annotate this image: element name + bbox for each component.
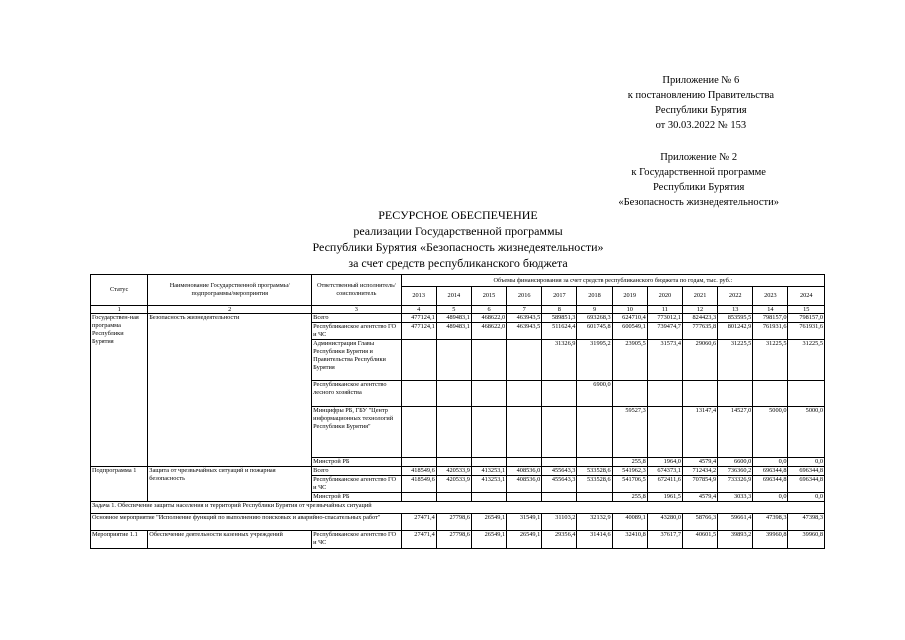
value-cell: 672411,6 — [647, 476, 682, 493]
value-cell — [577, 407, 612, 458]
header-status: Статус — [91, 275, 148, 306]
value-cell: 455643,3 — [542, 467, 577, 476]
table-header-row — [91, 275, 825, 287]
value-cell: 420533,9 — [436, 467, 471, 476]
value-cell: 413253,1 — [471, 476, 506, 493]
value-cell: 37617,7 — [647, 531, 682, 549]
column-index: 2 — [148, 306, 312, 314]
value-cell: 31549,1 — [507, 514, 542, 531]
appendix-6-header — [628, 73, 774, 133]
value-cell: 693268,3 — [577, 314, 612, 323]
value-cell: 3033,3 — [718, 493, 753, 502]
value-cell: 853595,5 — [718, 314, 753, 323]
value-cell: 6600,0 — [718, 458, 753, 467]
header-year: 2017 — [542, 287, 577, 306]
value-cell: 463943,5 — [507, 323, 542, 340]
value-cell: 489483,1 — [436, 314, 471, 323]
value-cell: 736360,2 — [718, 467, 753, 476]
header-year: 2024 — [788, 287, 825, 306]
value-cell: 589851,3 — [542, 314, 577, 323]
value-cell: 31225,5 — [753, 340, 788, 381]
value-cell: 23905,5 — [612, 340, 647, 381]
column-index: 6 — [471, 306, 506, 314]
value-cell: 418549,6 — [401, 467, 436, 476]
table-index-row — [91, 306, 825, 314]
value-cell — [436, 458, 471, 467]
value-cell: 255,8 — [612, 458, 647, 467]
value-cell: 696344,8 — [788, 467, 825, 476]
value-cell: 674373,1 — [647, 467, 682, 476]
value-cell: 31414,6 — [577, 531, 612, 549]
value-cell: 5000,0 — [788, 407, 825, 458]
value-cell: 29060,6 — [682, 340, 717, 381]
column-index: 5 — [436, 306, 471, 314]
value-cell: 824423,3 — [682, 314, 717, 323]
header-year: 2016 — [507, 287, 542, 306]
appendix-line: к Государственной программе — [631, 167, 766, 178]
table-row — [91, 467, 825, 476]
column-index: 10 — [612, 306, 647, 314]
value-cell: 26549,1 — [471, 514, 506, 531]
row-executor: Республиканское агентство ГО и ЧС — [312, 531, 401, 549]
appendix-line: Приложение № 2 — [660, 152, 738, 163]
header-year: 2022 — [718, 287, 753, 306]
value-cell: 27471,4 — [401, 531, 436, 549]
value-cell: 477124,1 — [401, 323, 436, 340]
row-name: Безопасность жизнедеятельности — [148, 314, 312, 467]
value-cell: 59527,3 — [612, 407, 647, 458]
table-body — [91, 275, 825, 549]
value-cell: 408536,0 — [507, 476, 542, 493]
value-cell: 601745,8 — [577, 323, 612, 340]
value-cell: 777635,8 — [682, 323, 717, 340]
title-line: РЕСУРСНОЕ ОБЕСПЕЧЕНИЕ — [378, 208, 538, 222]
value-cell — [471, 407, 506, 458]
value-cell: 420533,9 — [436, 476, 471, 493]
value-cell: 39960,8 — [753, 531, 788, 549]
value-cell: 27798,6 — [436, 514, 471, 531]
value-cell: 31995,2 — [577, 340, 612, 381]
row-executor: Республиканское агентство ГО и ЧС — [312, 476, 401, 493]
value-cell: 468622,0 — [471, 323, 506, 340]
value-cell: 600549,1 — [612, 323, 647, 340]
column-index: 12 — [682, 306, 717, 314]
value-cell — [647, 381, 682, 407]
value-cell: 27798,6 — [436, 531, 471, 549]
appendix-line: к постановлению Правительства — [627, 90, 774, 101]
value-cell: 761931,6 — [753, 323, 788, 340]
row-executor: Минцифры РБ, ГБУ "Центр информационных технологий Республики Бурятия" — [312, 407, 401, 458]
value-cell: 773012,1 — [647, 314, 682, 323]
row-executor: Республиканское агентство ГО и ЧС — [312, 323, 401, 340]
value-cell — [753, 381, 788, 407]
value-cell — [471, 340, 506, 381]
value-cell — [401, 458, 436, 467]
value-cell: 739474,7 — [647, 323, 682, 340]
value-cell: 696344,8 — [788, 476, 825, 493]
row-status: Мероприятие 1.1 — [91, 531, 148, 549]
value-cell: 32132,9 — [577, 514, 612, 531]
value-cell: 624710,4 — [612, 314, 647, 323]
value-cell: 0,0 — [788, 458, 825, 467]
main-event-row — [91, 514, 825, 531]
value-cell: 541706,5 — [612, 476, 647, 493]
value-cell: 0,0 — [753, 493, 788, 502]
value-cell: 477124,1 — [401, 314, 436, 323]
value-cell — [542, 407, 577, 458]
title-line: Республики Бурятия «Безопасность жизнедеятельности» — [312, 240, 604, 254]
value-cell: 31573,4 — [647, 340, 682, 381]
value-cell — [682, 381, 717, 407]
value-cell: 47398,3 — [788, 514, 825, 531]
value-cell: 798157,0 — [753, 314, 788, 323]
row-executor: Республиканское агентство лесного хозяйства — [312, 381, 401, 407]
value-cell — [612, 381, 647, 407]
value-cell — [788, 381, 825, 407]
row-executor: Всего — [312, 314, 401, 323]
header-year: 2015 — [471, 287, 506, 306]
value-cell: 801242,9 — [718, 323, 753, 340]
task-row — [91, 502, 825, 514]
value-cell: 511624,4 — [542, 323, 577, 340]
value-cell — [401, 407, 436, 458]
value-cell — [647, 407, 682, 458]
row-executor: Администрация Главы Республики Бурятия и Правительства Республики Бурятия — [312, 340, 401, 381]
value-cell — [718, 381, 753, 407]
header-name: Наименование Государственной программы/подпрограммы/мероприятия — [148, 275, 312, 306]
value-cell: 31326,9 — [542, 340, 577, 381]
value-cell — [436, 407, 471, 458]
row-status: Государствен-ная программа Республики Бурятия — [91, 314, 148, 467]
value-cell: 418549,6 — [401, 476, 436, 493]
value-cell — [401, 381, 436, 407]
value-cell: 14527,0 — [718, 407, 753, 458]
row-name: Защита от чрезвычайных ситуаций и пожарная безопасность — [148, 467, 312, 502]
value-cell: 707854,9 — [682, 476, 717, 493]
header-year: 2023 — [753, 287, 788, 306]
column-index: 7 — [507, 306, 542, 314]
appendix-line: Республики Бурятия — [652, 182, 745, 193]
value-cell — [507, 458, 542, 467]
value-cell — [507, 493, 542, 502]
value-cell: 58766,3 — [682, 514, 717, 531]
appendix-line: «Безопасность жизнедеятельности» — [618, 197, 779, 208]
value-cell: 31225,5 — [788, 340, 825, 381]
value-cell: 27471,4 — [401, 514, 436, 531]
value-cell: 0,0 — [753, 458, 788, 467]
value-cell: 31103,2 — [542, 514, 577, 531]
value-cell: 733326,9 — [718, 476, 753, 493]
value-cell — [471, 458, 506, 467]
column-index: 1 — [91, 306, 148, 314]
column-index: 11 — [647, 306, 682, 314]
value-cell: 4579,4 — [682, 493, 717, 502]
value-cell: 43280,0 — [647, 514, 682, 531]
value-cell: 26549,1 — [471, 531, 506, 549]
appendix-line: Приложение № 6 — [662, 75, 740, 86]
header-year: 2021 — [682, 287, 717, 306]
value-cell — [436, 340, 471, 381]
value-cell: 39893,2 — [718, 531, 753, 549]
value-cell: 455643,3 — [542, 476, 577, 493]
column-index: 4 — [401, 306, 436, 314]
value-cell: 29356,4 — [542, 531, 577, 549]
value-cell — [542, 458, 577, 467]
value-cell — [577, 458, 612, 467]
value-cell: 39960,8 — [788, 531, 825, 549]
table-row — [91, 314, 825, 323]
value-cell: 463943,5 — [507, 314, 542, 323]
value-cell: 712434,2 — [682, 467, 717, 476]
value-cell: 26549,1 — [507, 531, 542, 549]
value-cell — [401, 340, 436, 381]
value-cell: 1964,0 — [647, 458, 682, 467]
value-cell — [542, 381, 577, 407]
appendix-line: от 30.03.2022 № 153 — [655, 120, 747, 131]
value-cell: 13147,4 — [682, 407, 717, 458]
row-executor: Минстрой РБ — [312, 458, 401, 467]
title-line: реализации Государственной программы — [353, 224, 563, 238]
value-cell: 32410,8 — [612, 531, 647, 549]
header-year: 2014 — [436, 287, 471, 306]
value-cell: 31225,5 — [718, 340, 753, 381]
event-row — [91, 531, 825, 549]
appendix-line: Республики Бурятия — [655, 105, 747, 116]
value-cell: 47398,3 — [753, 514, 788, 531]
value-cell: 798157,0 — [788, 314, 825, 323]
value-cell — [471, 493, 506, 502]
value-cell — [436, 381, 471, 407]
value-cell — [507, 340, 542, 381]
main-event-name: Основное мероприятие "Исполнение функций по выполнению поисковых и аварийно-спасательных работ" — [91, 514, 402, 531]
value-cell — [471, 381, 506, 407]
header-volumes: Объемы финансирования за счет средств республиканского бюджета по годам, тыс. руб.: — [401, 275, 824, 287]
header-year: 2018 — [577, 287, 612, 306]
value-cell: 541962,3 — [612, 467, 647, 476]
value-cell: 489483,1 — [436, 323, 471, 340]
resource-table — [90, 274, 825, 549]
value-cell — [577, 493, 612, 502]
value-cell — [507, 407, 542, 458]
value-cell — [507, 381, 542, 407]
value-cell — [542, 493, 577, 502]
value-cell: 0,0 — [788, 493, 825, 502]
row-name: Обеспечение деятельности казенных учреждений — [148, 531, 312, 549]
value-cell: 408536,0 — [507, 467, 542, 476]
value-cell: 533528,6 — [577, 467, 612, 476]
value-cell: 533528,6 — [577, 476, 612, 493]
appendix-2-header — [618, 150, 779, 210]
row-executor: Всего — [312, 467, 401, 476]
task-title: Задача 1. Обеспечение защиты населения и территорий Республики Бурятия от чрезвычайных ситуаций — [91, 502, 825, 514]
column-index: 3 — [312, 306, 401, 314]
column-index: 15 — [788, 306, 825, 314]
column-index: 13 — [718, 306, 753, 314]
value-cell — [436, 493, 471, 502]
value-cell: 696344,8 — [753, 467, 788, 476]
value-cell: 1961,5 — [647, 493, 682, 502]
column-index: 9 — [577, 306, 612, 314]
value-cell: 40089,1 — [612, 514, 647, 531]
value-cell: 255,8 — [612, 493, 647, 502]
row-status: Подпрограмма 1 — [91, 467, 148, 502]
column-index: 8 — [542, 306, 577, 314]
header-year: 2013 — [401, 287, 436, 306]
value-cell: 468622,0 — [471, 314, 506, 323]
value-cell: 6900,0 — [577, 381, 612, 407]
column-index: 14 — [753, 306, 788, 314]
value-cell: 696344,8 — [753, 476, 788, 493]
header-year: 2019 — [612, 287, 647, 306]
title-line: за счет средств республиканского бюджета — [348, 256, 568, 270]
value-cell: 761931,6 — [788, 323, 825, 340]
value-cell: 59661,4 — [718, 514, 753, 531]
value-cell: 413253,1 — [471, 467, 506, 476]
row-executor: Минстрой РБ — [312, 493, 401, 502]
value-cell: 4579,4 — [682, 458, 717, 467]
header-executor: Ответственный исполнитель/ соисполнитель — [312, 275, 401, 306]
value-cell: 40601,5 — [682, 531, 717, 549]
value-cell: 5000,0 — [753, 407, 788, 458]
header-year: 2020 — [647, 287, 682, 306]
value-cell — [401, 493, 436, 502]
